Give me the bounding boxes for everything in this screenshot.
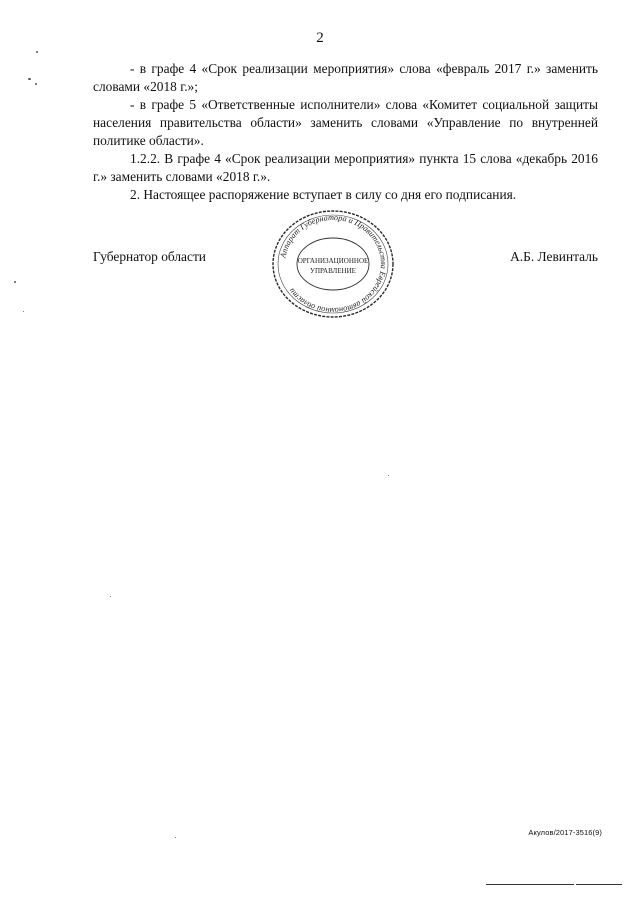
signatory-position: Губернатор области	[93, 249, 206, 264]
scan-speck	[110, 596, 111, 597]
paragraph-4: 2. Настоящее распоряжение вступает в силу со дня его подписания.	[130, 187, 517, 202]
scan-speck	[36, 51, 38, 53]
stamp-seal-icon	[268, 206, 398, 322]
page-number: 2	[316, 30, 324, 46]
footer-rule	[486, 884, 626, 886]
signatory-name: А.Б. Левинталь	[510, 249, 598, 264]
scan-speck	[14, 281, 16, 283]
scan-speck	[28, 78, 31, 80]
scan-speck	[388, 475, 389, 476]
scan-speck	[23, 311, 24, 312]
document-body	[93, 60, 598, 204]
scan-speck	[35, 83, 37, 85]
stamp-center-line-2: УПРАВЛЕНИЕ	[310, 267, 356, 275]
paragraph-3: 1.2.2. В графе 4 «Срок реализации мероприятия» пункта 15 слова «декабрь 2016 г.» заменить словами «2018 г.».	[93, 151, 598, 184]
paragraph-2: - в графе 5 «Ответственные исполнители» слова «Комитет социальной защиты населения правительства области» заменить словами «Управление по внутренней политике области».	[93, 97, 598, 148]
stamp-ring-text: Аппарат Губернатора и Правительства Еврейской автономной области	[278, 212, 389, 316]
official-stamp	[268, 206, 398, 322]
document-code: Акулов/2017-3516(9)	[528, 828, 602, 837]
scan-speck	[175, 837, 176, 838]
paragraph-1: - в графе 4 «Срок реализации мероприятия» слова «февраль 2017 г.» заменить словами «2018 г.»;	[93, 61, 598, 94]
stamp-center-line-1: ОРГАНИЗАЦИОННОЕ	[297, 257, 369, 265]
